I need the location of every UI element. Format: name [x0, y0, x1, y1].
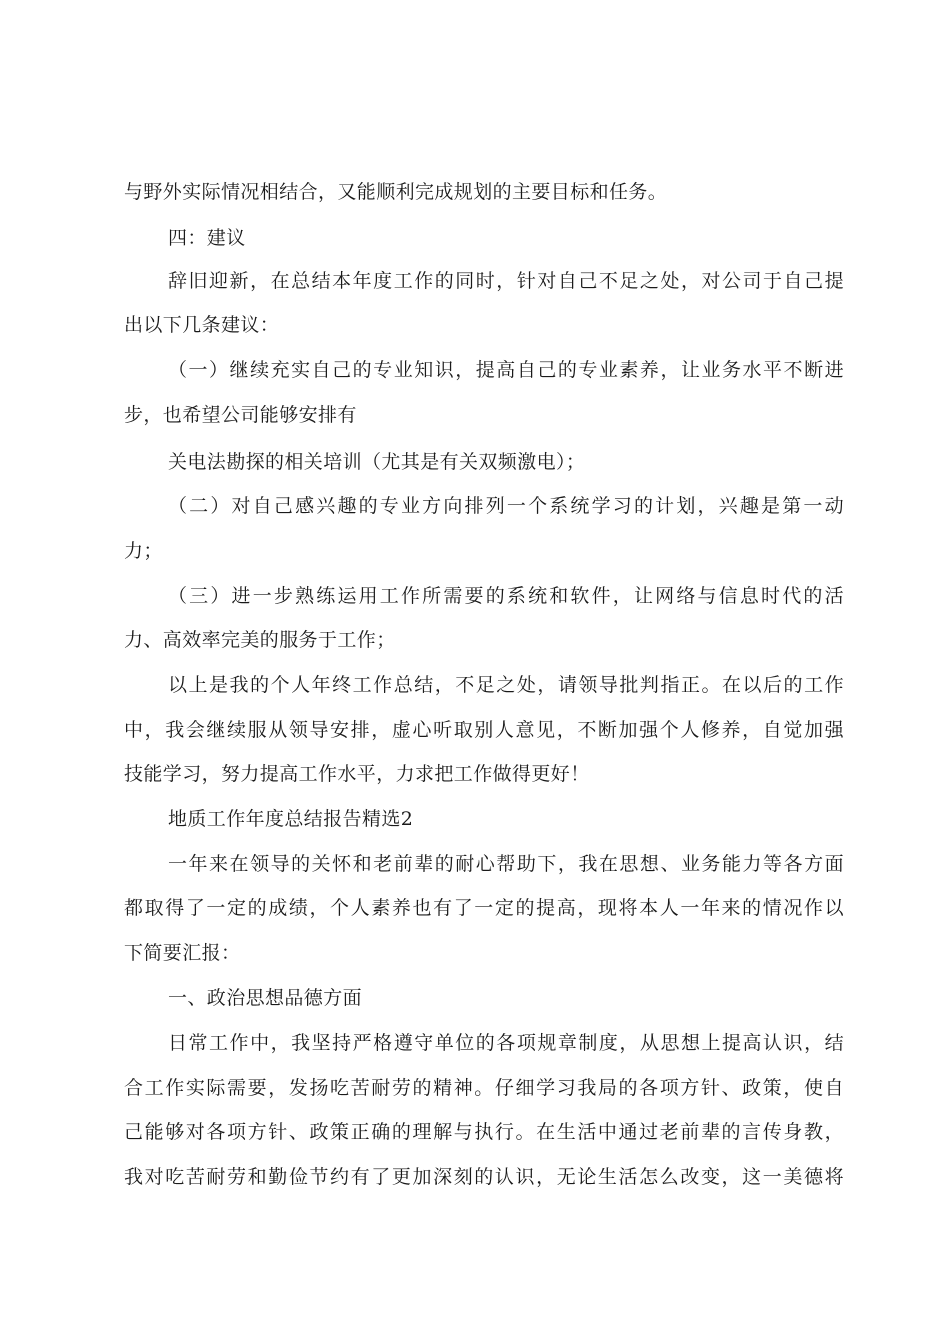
text-line: 日常工作中，我坚持严格遵守单位的各项规章制度，从思想上提高认识，结 [168, 1032, 844, 1054]
text-line: 下简要汇报： [124, 942, 241, 964]
section-heading: 地质工作年度总结报告精选2 [168, 808, 414, 830]
text-line: 关电法勘探的相关培训（尤其是有关双频激电）； [168, 451, 586, 473]
text-line: 力、高效率完美的服务于工作； [124, 629, 396, 651]
text-line: 与野外实际情况相结合，又能顺利完成规划的主要目标和任务。 [124, 181, 668, 203]
text-line: 技能学习，努力提高工作水平，力求把工作做得更好！ [124, 763, 590, 785]
text-line: 己能够对各项方针、政策正确的理解与执行。在生活中通过老前辈的言传身教， [124, 1121, 844, 1143]
section-heading: 四：建议 [168, 227, 246, 249]
text-line: 力； [124, 540, 163, 562]
section-heading: 一、政治思想品德方面 [168, 987, 363, 1009]
text-line: 都取得了一定的成绩，个人素养也有了一定的提高，现将本人一年来的情况作以 [124, 897, 844, 919]
text-line: （一）继续充实自己的专业知识，提高自己的专业素养，让业务水平不断进 [168, 359, 844, 381]
text-line: 辞旧迎新，在总结本年度工作的同时，针对自己不足之处，对公司于自己提 [168, 270, 844, 292]
text-line: （二）对自己感兴趣的专业方向排列一个系统学习的计划，兴趣是第一动 [168, 495, 844, 517]
text-line: 以上是我的个人年终工作总结，不足之处，请领导批判指正。在以后的工作 [168, 674, 844, 696]
text-line: 出以下几条建议： [124, 314, 280, 336]
text-line: 我对吃苦耐劳和勤俭节约有了更加深刻的认识，无论生活怎么改变，这一美德将 [124, 1166, 844, 1188]
text-line: 中，我会继续服从领导安排，虚心听取别人意见，不断加强个人修养，自觉加强 [124, 719, 844, 741]
text-line: 合工作实际需要，发扬吃苦耐劳的精神。仔细学习我局的各项方针、政策，使自 [124, 1077, 844, 1099]
text-line: 步，也希望公司能够安排有 [124, 404, 357, 426]
text-line: 一年来在领导的关怀和老前辈的耐心帮助下，我在思想、业务能力等各方面 [168, 853, 844, 875]
text-line: （三）进一步熟练运用工作所需要的系统和软件，让网络与信息时代的活 [168, 585, 844, 607]
